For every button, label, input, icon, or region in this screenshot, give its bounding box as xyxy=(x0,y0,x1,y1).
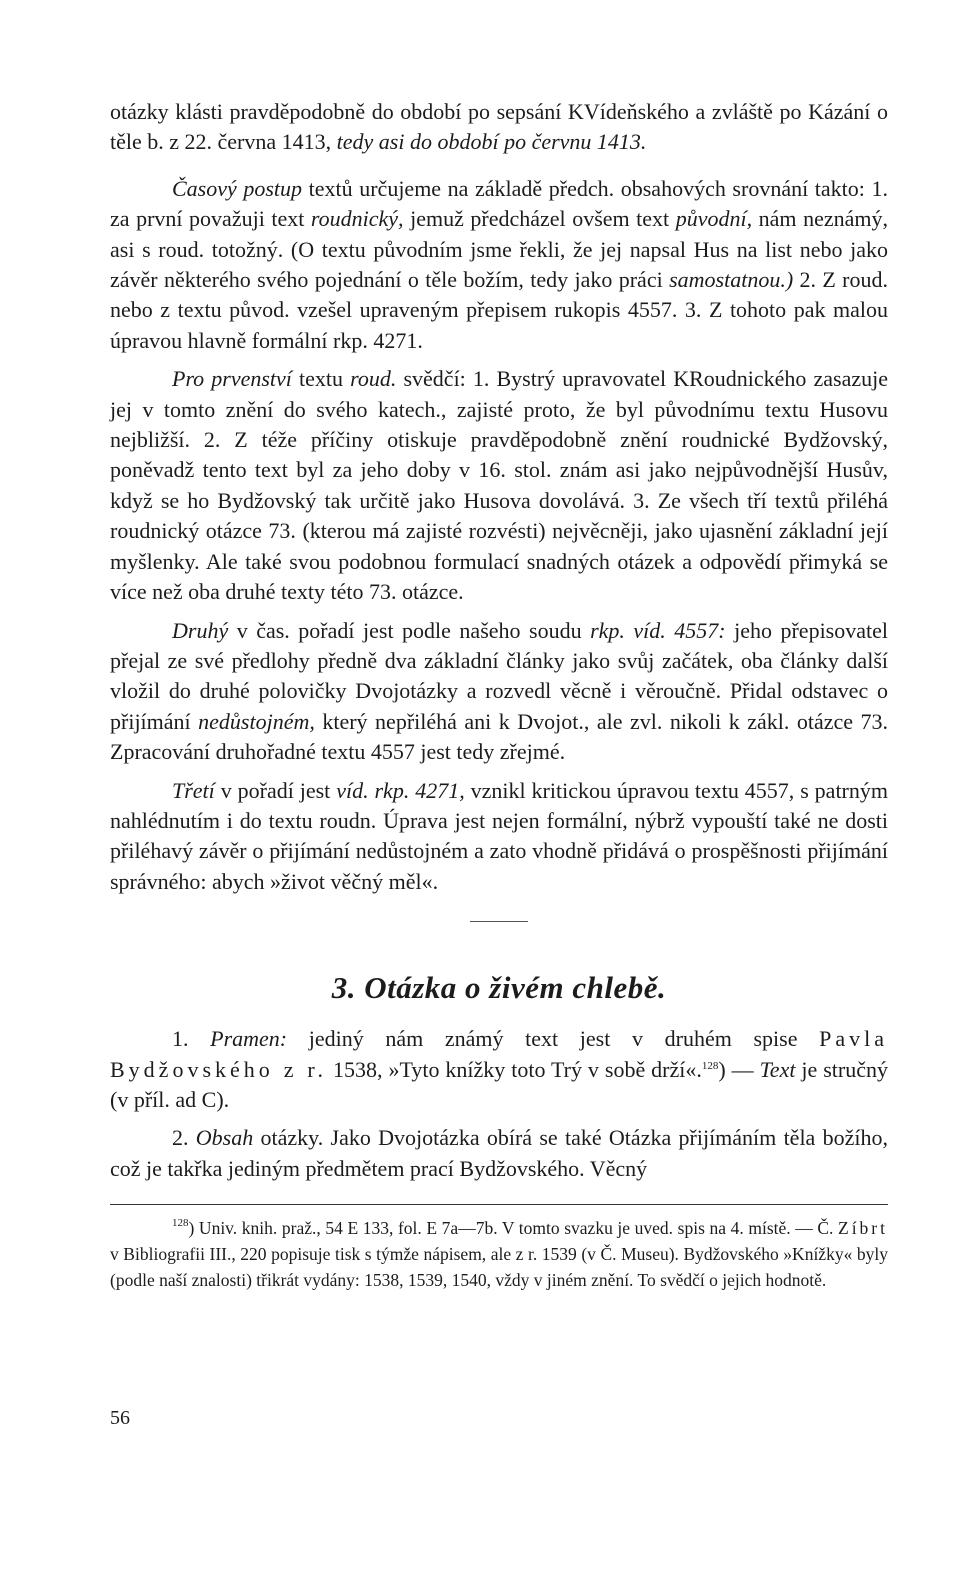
text-run: 1538, »Tyto knížky toto Trý v sobě drží«. xyxy=(327,1056,702,1082)
text-run: 2. Z roud. nebo z textu původ. vzešel upraveným přepisem rukopis 4557. 3. Z tohoto pak malou úpravou hlavně formální rkp. 4271. xyxy=(110,267,889,353)
italic-run: roud. xyxy=(350,366,397,392)
text-run: 2. xyxy=(172,1125,196,1151)
italic-run: nedůstojném, xyxy=(198,708,315,734)
italic-run: roudnický, xyxy=(310,206,404,232)
italic-run: Pramen: xyxy=(210,1026,288,1052)
text-run: je stručný (v příl. ad C). xyxy=(110,1056,888,1112)
text-run: nám neznámý, asi s roud. totožný. (O textu původním jsme řekli, že jej napsal Hus na list nebo jako závěr některého svého pojednání o těle božím, tedy jako práci xyxy=(110,206,888,293)
text-run: textů určujeme na základě předch. obsahových srovnání takto: 1. za první považuji text xyxy=(110,175,888,232)
page-number: 56 xyxy=(110,1407,130,1429)
text-run: jemuž předcházel ovšem text xyxy=(403,206,676,232)
text-run: v pořadí jest xyxy=(214,777,337,803)
page-body xyxy=(110,97,888,1293)
paragraph-intro xyxy=(110,97,888,158)
footnote xyxy=(110,1215,888,1293)
text-run: ) — xyxy=(718,1056,760,1082)
text-run: ) Univ. knih. praž., 54 E 133, fol. E 7a—7b. V tomto svazku je uved. spis na 4. místě. — Č. xyxy=(188,1218,838,1239)
italic-run: Třetí xyxy=(172,777,215,803)
italic-run: Časový postup xyxy=(172,175,303,201)
italic-run: Druhý xyxy=(172,617,229,643)
italic-run: Pro prvenství xyxy=(172,366,292,392)
text-run: otázky. Jako Dvojotázka obírá se také Otázka přijímáním těla božího, což je takřka jediným předmětem prací Bydžovského. Věcný xyxy=(110,1125,888,1181)
spaced-run: Pavla Bydžovského z r. xyxy=(110,1026,888,1082)
paragraph-third xyxy=(110,776,888,898)
text-run: svědčí: 1. Bystrý upravovatel KRoudnického zasazuje jej v tomto znění do svého katech., zajisté proto, že byl původnímu textu Husovu nejbližší. 2. Z téže příčiny otiskuje pravděpodobně znění roudnické Bydžovský, poněvadž tento text byl za jeho doby v 16. stol. znám asi jako nejpůvodnější Husův, když se ho Bydžovský tak určitě jako Husova dovolává. 3. Ze všech tří textů přiléhá roudnický otázce 73. (kterou má zajisté rozvésti) nejvěcněji, jako ujasnění základní její myšlenky. Ale také svou podobnou formulací snadných otázek a odpovědí přimyká se více než oba druhé texty této 73. otázce. xyxy=(110,366,888,605)
section-divider xyxy=(470,921,528,922)
paragraph-primacy xyxy=(110,364,888,607)
italic-run: tedy asi do období po červnu 1413. xyxy=(336,129,647,155)
text-run: v čas. pořadí jest podle našeho soudu xyxy=(228,617,591,643)
section-heading: 3. Otázka o živém chlebě. xyxy=(331,970,667,1006)
text-run: otázky klásti pravděpodobně do období po sepsání KVídeňského a zvláště po Kázání o těle b. z 22. června 1413, xyxy=(110,99,888,155)
footnote-rule xyxy=(110,1204,888,1205)
paragraph-second xyxy=(110,616,888,768)
text-run: který nepřiléhá ani k Dvojot., ale zvl. nikoli k zákl. otázce 73. Zpracování druhořadné textu 4557 jest tedy zřejmé. xyxy=(110,708,888,765)
italic-run: Text xyxy=(759,1056,796,1082)
italic-run: samostatnou.) xyxy=(669,267,794,293)
italic-run: Obsah xyxy=(195,1125,254,1151)
paragraph-content xyxy=(110,1123,888,1184)
italic-run: původní, xyxy=(675,206,753,232)
text-run: textu xyxy=(291,366,351,392)
text-run: jediný nám známý text jest v druhém spise xyxy=(287,1026,820,1052)
paragraph-time-order xyxy=(110,174,888,356)
text-run: v Bibliografii III., 220 popisuje tisk s týmže nápisem, ale z r. 1539 (v Č. Museu). Bydžovského »Knížky« byly (podle naší znalosti) třikrát vydány: 1538, 1539, 1540, vždy v jiném znění. To svědčí o jejich hodnotě. xyxy=(110,1244,888,1291)
italic-run: rkp. víd. 4557: xyxy=(590,617,726,643)
italic-run: víd. rkp. 4271, xyxy=(336,777,465,803)
footnote-number: 128 xyxy=(172,1217,189,1230)
text-run: 1. xyxy=(172,1026,211,1052)
spaced-run: Zíbrt xyxy=(838,1218,888,1239)
paragraph-source xyxy=(110,1024,888,1115)
text-run: jeho přepisovatel přejal ze své předlohy předně dva základní články jako svůj začátek, oba články další vložil do druhé polovičky Dvojotázky a rozvedl věcně i věroučně. Přidal odstavec o přijímání xyxy=(110,617,888,734)
footnote-ref: 128 xyxy=(701,1059,719,1072)
text-run: vznikl kritickou úpravou textu 4557, s patrným nahlédnutím i do textu roudn. Úprava jest nejen formální, nýbrž vypouští také ne dosti přiléhavý závěr o přijímání nedůstojném a zato vhodně přidává o prospěšnosti přijímání správného: abych »život věčný měl«. xyxy=(110,777,888,894)
